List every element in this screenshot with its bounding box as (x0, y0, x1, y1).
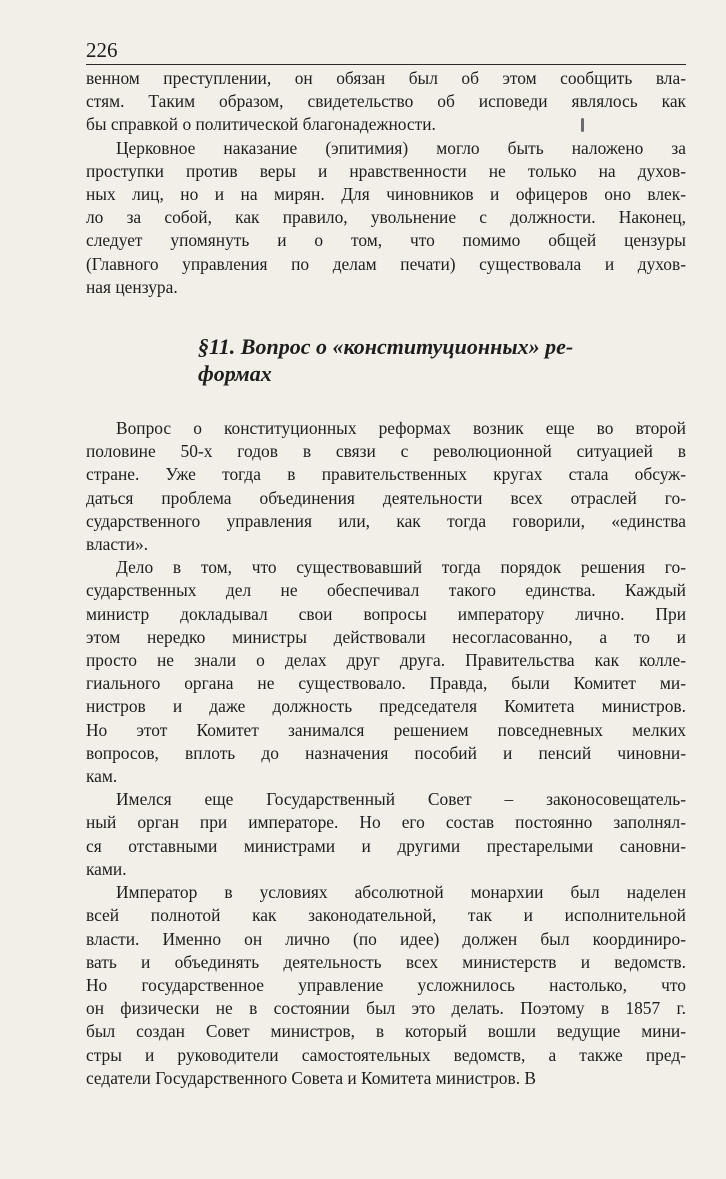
page-header (86, 34, 686, 65)
page-number: 226 (86, 38, 118, 62)
text-line: власти». (86, 534, 149, 555)
paragraph (86, 67, 686, 137)
section-heading (86, 333, 686, 387)
page-body (86, 67, 686, 1090)
text-line: кам. (86, 766, 118, 787)
section-heading-line: §11. Вопрос о «конституционных» ре- (198, 334, 574, 360)
text-line: ло за собой, как правило, увольнение с должности. Наконец, (86, 207, 686, 228)
text-line: Но этот Комитет занимался решением повседневных мелких (86, 719, 686, 740)
paragraphs-before-heading (86, 67, 686, 299)
text-line: ных лиц, но и на мирян. Для чиновников и офицеров оно влек- (86, 184, 686, 205)
text-line: этом нередко министры действовали несогласованно, а то и (86, 626, 686, 647)
text-line: ный орган при императоре. Но его состав постоянно заполнял- (86, 812, 686, 833)
paragraph (86, 881, 686, 1090)
paragraph (86, 788, 686, 881)
paragraph (86, 556, 686, 788)
text-line: половине 50-х годов в связи с революционной ситуацией в (86, 441, 686, 462)
text-line: был создан Совет министров, в который вошли ведущие мини- (86, 1021, 686, 1042)
text-line: Но государственное управление усложнилось настолько, что (86, 974, 686, 995)
text-line: Дело в том, что существовавший тогда порядок решения го- (116, 557, 686, 578)
text-line: проступки против веры и нравственности не только на духов- (86, 160, 686, 181)
text-line: седатели Государственного Совета и Комитета министров. В (86, 1067, 537, 1088)
text-line: ная цензура. (86, 276, 178, 297)
text-line: власти. Именно он лично (по идее) должен был координиро- (86, 928, 686, 949)
paragraph (86, 417, 686, 556)
text-line: следует упомянуть и о том, что помимо общей цензуры (86, 230, 686, 251)
text-line: вопросов, вплоть до назначения пособий и пенсий чиновни- (86, 742, 686, 763)
text-line: нистров и даже должность председателя Комитета министров. (86, 696, 686, 717)
text-line: даться проблема объединения деятельности всех отраслей го- (86, 487, 686, 508)
text-line: (Главного управления по делам печати) существовала и духов- (86, 253, 686, 274)
text-line: Вопрос о конституционных реформах возник еще во второй (116, 418, 686, 439)
text-line: Имелся еще Государственный Совет – законосовещатель- (116, 789, 686, 810)
scan-speck (581, 118, 584, 132)
paragraphs-after-heading (86, 417, 686, 1090)
text-line: всей полнотой как законодательной, так и исполнительной (86, 905, 686, 926)
text-line: стям. Таким образом, свидетельство об исповеди являлось как (86, 91, 686, 112)
text-line: ками. (86, 858, 127, 879)
text-line: бы справкой о политической благонадежности. (86, 114, 436, 135)
text-line: вать и объединять деятельность всех министерств и ведомств. (86, 951, 686, 972)
text-line: сударственного управления или, как тогда говорили, «единства (86, 510, 686, 531)
text-line: он физически не в состоянии был это делать. Поэтому в 1857 г. (86, 998, 686, 1019)
text-line: стране. Уже тогда в правительственных кругах стала обсуж- (86, 464, 686, 485)
text-line: Церковное наказание (эпитимия) могло быть наложено за (116, 137, 686, 158)
text-line: гиального органа не существовало. Правда, были Комитет ми- (86, 673, 686, 694)
text-line: венном преступлении, он обязан был об этом сообщить вла- (86, 68, 686, 88)
text-line: просто не знали о делах друг друга. Правительства как колле- (86, 650, 686, 671)
paragraph (86, 137, 686, 299)
text-line: сударственных дел не обеспечивал такого единства. Каждый (86, 580, 686, 601)
section-heading-line: формах (198, 361, 272, 387)
text-line: стры и руководители самостоятельных ведомств, а также пред- (86, 1044, 686, 1065)
text-line: министр докладывал свои вопросы императору лично. При (86, 603, 686, 624)
book-page (86, 34, 686, 1134)
text-line: Император в условиях абсолютной монархии был наделен (116, 882, 686, 903)
text-line: ся отставными министрами и другими престарелыми сановни- (86, 835, 686, 856)
